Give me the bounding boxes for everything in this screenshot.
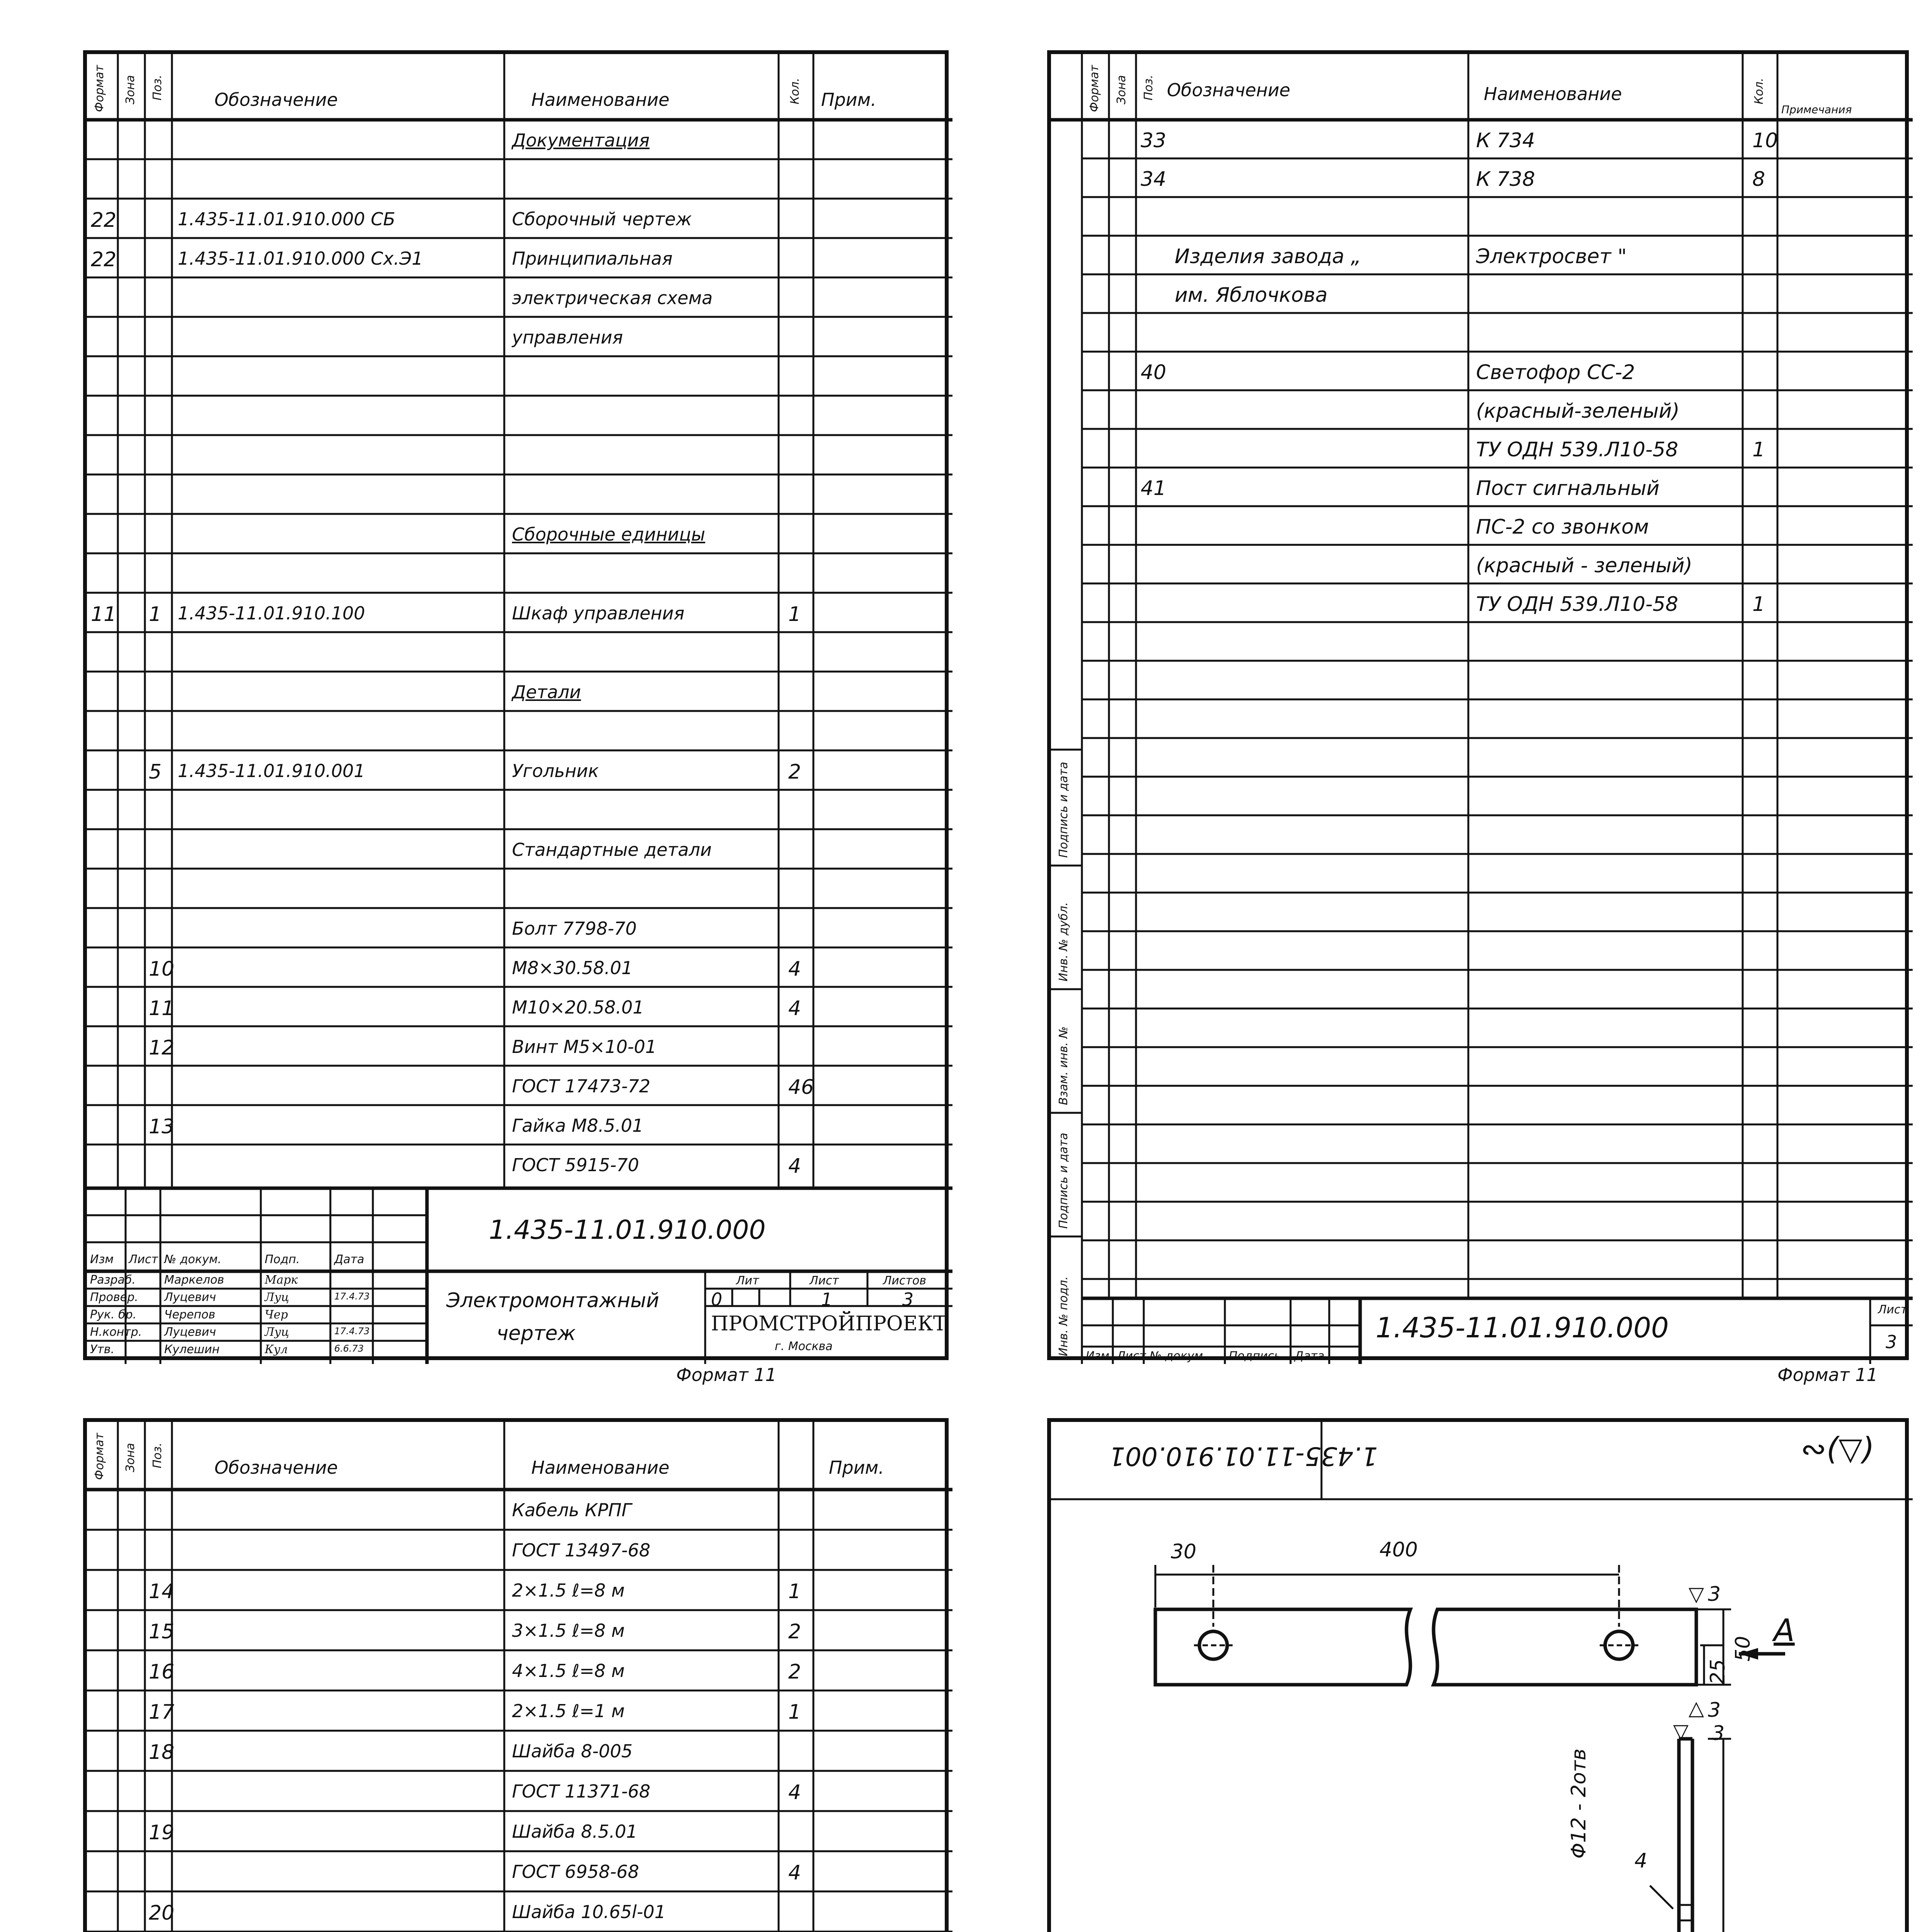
cell-qty: 2 xyxy=(788,760,801,784)
f2-col-izm: Изм xyxy=(1086,1349,1110,1363)
cell-qty: 46 xyxy=(788,1076,814,1099)
rough-4-a: 4 xyxy=(1634,1849,1648,1872)
tb1-sheet-label: Лист xyxy=(810,1274,839,1287)
tb1-signature: Кул xyxy=(265,1343,288,1356)
tb1-org: ПРОМСТРОЙПРОЕКТ xyxy=(711,1312,947,1335)
tb1-lit-label: Лит xyxy=(736,1274,759,1287)
side-label: Инв. № подл. xyxy=(1057,1276,1070,1356)
rotated-doc-number: 1.435-11.01.910.001 xyxy=(1109,1441,1378,1471)
cell-format: 11 xyxy=(91,603,117,626)
header-note: Прим. xyxy=(821,89,877,110)
cell-pos: 5 xyxy=(149,760,162,784)
cell-qty: 2 xyxy=(788,1620,801,1643)
tb1-sheet: 1 xyxy=(821,1289,833,1310)
cell-name: 2×1.5 ℓ=8 м xyxy=(512,1580,625,1601)
cell-qty: 1 xyxy=(1752,593,1765,616)
cell-name: (красный-зеленый) xyxy=(1476,400,1680,423)
drawing-sheet xyxy=(1047,1418,1909,1932)
cell-pos: 16 xyxy=(149,1660,175,1684)
cell-pos: 20 xyxy=(149,1901,175,1925)
cell-qty: 2 xyxy=(788,1660,801,1684)
rough-triangle-a: ▽ xyxy=(1689,1583,1704,1606)
cell-pos: 15 xyxy=(149,1620,175,1643)
tb1-person: Кулешин xyxy=(164,1343,220,1356)
cell-qty: 8 xyxy=(1752,168,1765,191)
cell-name: Сборочный чертеж xyxy=(512,209,692,230)
dim-400: 400 xyxy=(1379,1538,1418,1561)
cell-name: Стандартные детали xyxy=(512,839,712,860)
rough-triangle-c: ▽ xyxy=(1673,1720,1689,1743)
cell-name: ПС-2 со звонком xyxy=(1476,515,1649,539)
rough-3-a: 3 xyxy=(1708,1583,1721,1606)
header-designation-2: Обозначение xyxy=(1167,80,1291,100)
tb-col-list: Лист xyxy=(129,1253,158,1266)
cell-pos: 12 xyxy=(149,1036,175,1060)
tb1-role: Н.контр. xyxy=(90,1325,142,1339)
header-format-2: Формат xyxy=(1088,65,1101,112)
tb1-person: Черепов xyxy=(164,1308,216,1321)
rough-3-c: 3 xyxy=(1712,1722,1725,1745)
cell-pos: 19 xyxy=(149,1821,175,1844)
cell-name: ГОСТ 17473-72 xyxy=(512,1076,651,1097)
side-label: Инв. № дубл. xyxy=(1057,902,1070,981)
header-qty-2: Кол. xyxy=(1752,78,1766,104)
cell-name: ГОСТ 11371-68 xyxy=(512,1781,651,1802)
cell-pos: 1 xyxy=(149,603,162,626)
header-pos: Поз. xyxy=(151,75,164,100)
tb1-signature: Чер xyxy=(265,1308,288,1321)
cell-name: Шайба 8-005 xyxy=(512,1741,633,1762)
cell-qty: 1 xyxy=(788,1701,801,1724)
view-label-a: А xyxy=(1774,1612,1795,1648)
cell-name: управления xyxy=(512,327,623,348)
tb1-signature: Луц xyxy=(265,1291,289,1304)
tb1-role: Рук. бр. xyxy=(90,1308,137,1321)
cell-qty: 4 xyxy=(788,1781,801,1804)
cell-name: Угольник xyxy=(512,760,599,781)
cell-name: Сборочные единицы xyxy=(512,524,706,545)
cell-name: 3×1.5 ℓ=8 м xyxy=(512,1620,625,1641)
spec-sheet-1 xyxy=(83,50,949,1360)
cell-name: 4×1.5 ℓ=8 м xyxy=(512,1660,625,1681)
tb1-date: 6.6.73 xyxy=(334,1343,364,1354)
cell-designation: 1.435-11.01.910.000 СБ xyxy=(178,209,396,230)
cell-pos: 34 xyxy=(1141,168,1167,191)
f2-col-date: Дата xyxy=(1294,1349,1325,1363)
cell-qty: 1 xyxy=(788,1580,801,1603)
tb1-role: Провер. xyxy=(90,1291,138,1304)
tb1-date: 17.4.73 xyxy=(334,1326,370,1337)
cell-qty: 4 xyxy=(788,1861,801,1884)
f2-sheet-label: Лист xyxy=(1878,1303,1908,1316)
tb1-person: Маркелов xyxy=(164,1273,224,1287)
cell-qty: 4 xyxy=(788,957,801,981)
header-zone-2: Зона xyxy=(1115,75,1128,104)
tb1-role: Разраб. xyxy=(90,1273,136,1287)
cell-name: Пост сигнальный xyxy=(1476,477,1660,500)
surface-finish-mark: ∾(▽) xyxy=(1801,1431,1874,1467)
tb1-date: 17.4.73 xyxy=(334,1291,370,1302)
cell-format: 22 xyxy=(91,209,117,232)
cell-name: Винт М5×10-01 xyxy=(512,1036,657,1057)
cell-designation: 1.435-11.01.910.001 xyxy=(178,760,365,781)
cell-name: Светофор СС-2 xyxy=(1476,361,1635,384)
cell-name: Шкаф управления xyxy=(512,603,685,624)
rough-triangle-b: △ xyxy=(1689,1697,1704,1720)
rough-3-b: 3 xyxy=(1708,1699,1721,1722)
cell-name: ГОСТ 13497-68 xyxy=(512,1540,651,1561)
tb1-lit: 0 xyxy=(711,1289,723,1310)
tb1-city: г. Москва xyxy=(775,1340,833,1353)
header-zone-3: Зона xyxy=(124,1443,137,1472)
header-designation-3: Обозначение xyxy=(214,1457,338,1478)
cell-qty: 4 xyxy=(788,997,801,1020)
f2-col-sign: Подпись xyxy=(1229,1349,1281,1363)
header-format-3: Формат xyxy=(93,1433,106,1480)
header-name-2: Наименование xyxy=(1484,83,1622,104)
cell-name: 2×1.5 ℓ=1 м xyxy=(512,1701,625,1721)
header-note-3: Прим. xyxy=(829,1457,884,1478)
f2-sheet: 3 xyxy=(1886,1332,1897,1352)
cell-format: 22 xyxy=(91,248,117,271)
cell-pos: 10 xyxy=(149,957,175,981)
cell-name: К 734 xyxy=(1476,129,1535,152)
cell-pos: 11 xyxy=(149,997,175,1020)
f2-col-list: Лист xyxy=(1117,1349,1146,1363)
dim-50: 50 xyxy=(1731,1636,1755,1662)
cell-pos: 18 xyxy=(149,1741,175,1764)
header-name-3: Наименование xyxy=(531,1457,670,1478)
tb1-person: Луцевич xyxy=(164,1325,216,1339)
cell-pos: 41 xyxy=(1141,477,1167,500)
cell-name: Документация xyxy=(512,130,650,151)
tb1-sheets-label: Листов xyxy=(883,1274,927,1287)
spec-sheet-2 xyxy=(1047,50,1909,1363)
cell-pos: 33 xyxy=(1141,129,1167,152)
format-note-1: Формат 11 xyxy=(676,1364,777,1385)
f2-doc-number: 1.435-11.01.910.000 xyxy=(1376,1311,1669,1344)
dim-25: 25 xyxy=(1706,1659,1730,1685)
cell-pos: 40 xyxy=(1141,361,1167,384)
cell-name: К 738 xyxy=(1476,168,1535,191)
cell-name: Электросвет " xyxy=(1476,245,1627,268)
tb-col-date: Дата xyxy=(334,1253,364,1266)
cell-name: Принципиальная xyxy=(512,248,673,269)
cell-designation: Изделия завода „ xyxy=(1175,245,1361,268)
tb1-title-line2: чертеж xyxy=(497,1322,576,1345)
cell-name: Детали xyxy=(512,682,581,702)
cell-name: ТУ ОДН 539.Л10-58 xyxy=(1476,438,1679,461)
side-view xyxy=(1128,1739,1731,1932)
cell-pos: 17 xyxy=(149,1701,175,1724)
cell-name: ГОСТ 6958-68 xyxy=(512,1861,639,1882)
cell-qty: 10 xyxy=(1752,129,1778,152)
tb1-doc-number: 1.435-11.01.910.000 xyxy=(489,1215,766,1245)
cell-name: Кабель КРПГ xyxy=(512,1500,632,1520)
tb-col-doc: № докум. xyxy=(164,1253,221,1266)
cell-name: ТУ ОДН 539.Л10-58 xyxy=(1476,593,1679,616)
cell-pos: 13 xyxy=(149,1115,175,1138)
cell-name: Гайка М8.5.01 xyxy=(512,1115,644,1136)
hole-12-label: Φ12 - 2отв xyxy=(1567,1748,1590,1859)
cell-qty: 4 xyxy=(788,1155,801,1178)
cell-name: М10×20.58.01 xyxy=(512,997,644,1018)
cell-name: Шайба 8.5.01 xyxy=(512,1821,638,1842)
header-name: Наименование xyxy=(531,89,670,110)
cell-name: М8×30.58.01 xyxy=(512,957,633,978)
header-pos-2: Поз. xyxy=(1142,75,1155,100)
drawing-geometry xyxy=(1051,1422,1913,1932)
tb-col-izm: Изм xyxy=(90,1253,114,1266)
header-format: Формат xyxy=(93,65,106,112)
cell-name: электрическая схема xyxy=(512,287,713,308)
cell-name: (красный - зеленый) xyxy=(1476,554,1692,577)
side-label: Взам. инв. № xyxy=(1057,1026,1070,1105)
header-zone: Зона xyxy=(124,75,137,104)
tb1-signature: Марк xyxy=(265,1273,298,1287)
dim-30: 30 xyxy=(1171,1540,1197,1563)
cell-pos: 14 xyxy=(149,1580,175,1603)
cell-name: Болт 7798-70 xyxy=(512,918,637,939)
tb1-role: Утв. xyxy=(90,1343,114,1356)
cell-name: Шайба 10.65l-01 xyxy=(512,1901,666,1922)
cell-qty: 1 xyxy=(788,603,801,626)
format-note-2: Формат 11 xyxy=(1777,1364,1878,1385)
cell-name: ГОСТ 5915-70 xyxy=(512,1155,639,1175)
spec-sheet-3 xyxy=(83,1418,949,1932)
tb1-sheets: 3 xyxy=(902,1289,914,1310)
cell-designation: 1.435-11.01.910.000 Сх.Э1 xyxy=(178,248,423,269)
side-label: Подпись и дата xyxy=(1057,762,1070,858)
cell-designation: 1.435-11.01.910.100 xyxy=(178,603,365,624)
header-designation: Обозначение xyxy=(214,89,338,110)
header-qty: Кол. xyxy=(788,78,802,104)
header-note-2: Примечания xyxy=(1781,103,1852,116)
tb1-signature: Луц xyxy=(265,1325,289,1339)
cell-qty: 1 xyxy=(1752,438,1765,461)
header-pos-3: Поз. xyxy=(151,1442,164,1468)
tb-col-sign: Подп. xyxy=(265,1253,300,1266)
f2-col-doc: № докум xyxy=(1150,1349,1203,1363)
cell-designation: им. Яблочкова xyxy=(1175,284,1328,307)
tb1-person: Луцевич xyxy=(164,1291,216,1304)
side-label: Подпись и дата xyxy=(1057,1133,1070,1229)
tb1-title-line1: Электромонтажный xyxy=(446,1289,659,1312)
